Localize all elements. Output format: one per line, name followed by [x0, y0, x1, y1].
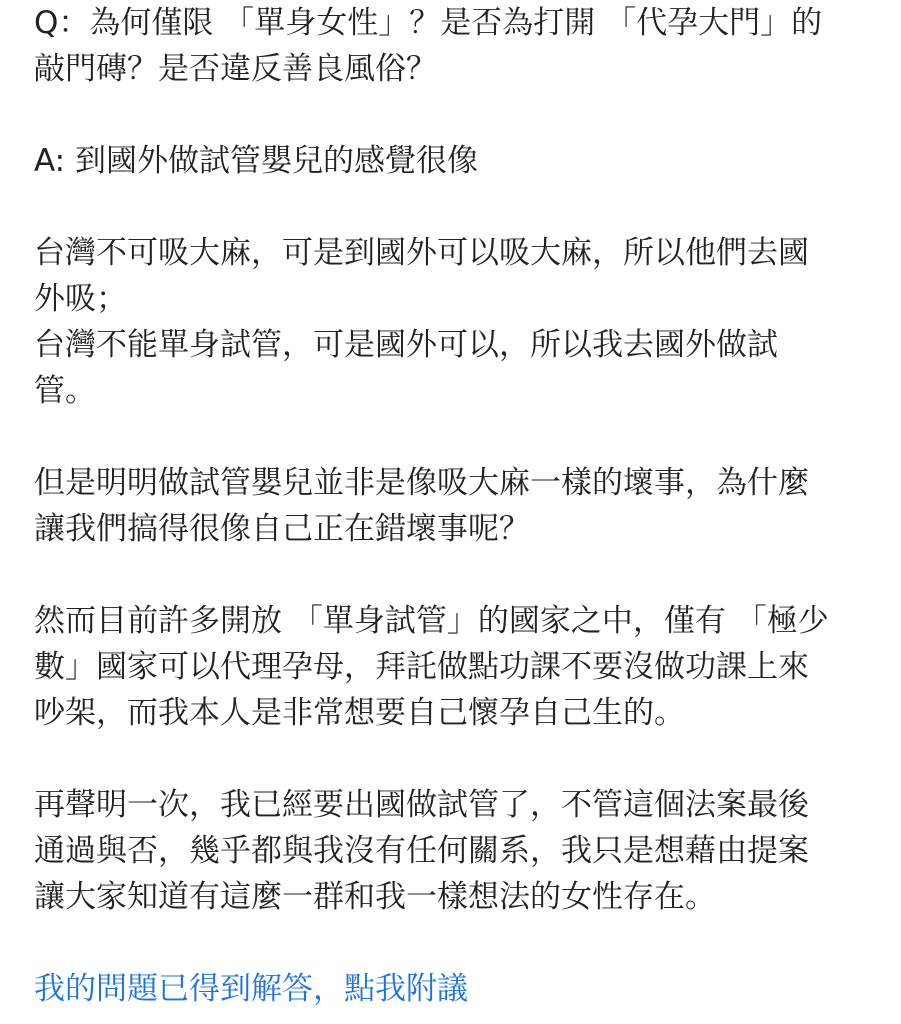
para1-line-4: 管。 [34, 373, 96, 409]
para3-line-2: 數」國家可以代理孕母，拜託做點功課不要沒做功課上來 [34, 649, 809, 685]
question-line-1: Q：為何僅限 「單身女性」？是否為打開 「代孕大門」的 [34, 5, 823, 41]
support-proposal-link[interactable]: 我的問題已得到解答，點我附議 [34, 971, 468, 1007]
para2-line-1: 但是明明做試管嬰兒並非是像吸大麻一樣的壞事，為什麼 [34, 465, 809, 501]
para4-line-3: 讓大家知道有這麼一群和我一樣想法的女性存在。 [34, 879, 716, 915]
para3-line-3: 吵架，而我本人是非常想要自己懷孕自己生的。 [34, 695, 685, 731]
question-line-2: 敲門磚？是否違反善良風俗？ [34, 51, 437, 87]
spacer [34, 736, 867, 782]
spacer [34, 184, 867, 230]
para4-line-1: 再聲明一次，我已經要出國做試管了，不管這個法案最後 [34, 787, 809, 823]
spacer [34, 92, 867, 138]
spacer [34, 552, 867, 598]
para4-line-2: 通過與否，幾乎都與我沒有任何關系，我只是想藉由提案 [34, 833, 809, 869]
para1-line-1: 台灣不可吸大麻，可是到國外可以吸大麻，所以他們去國 [34, 235, 809, 271]
para1-line-3: 台灣不能單身試管，可是國外可以，所以我去國外做試 [34, 327, 778, 363]
para3-line-1: 然而目前許多開放 「單身試管」的國家之中，僅有 「極少 [34, 603, 829, 639]
spacer [34, 414, 867, 460]
para2-line-2: 讓我們搞得很像自己正在錯壞事呢？ [34, 511, 530, 547]
spacer [34, 920, 867, 966]
answer-line-1: A: 到國外做試管嬰兒的感覺很像 [34, 143, 478, 179]
para1-line-2: 外吸； [34, 281, 127, 317]
